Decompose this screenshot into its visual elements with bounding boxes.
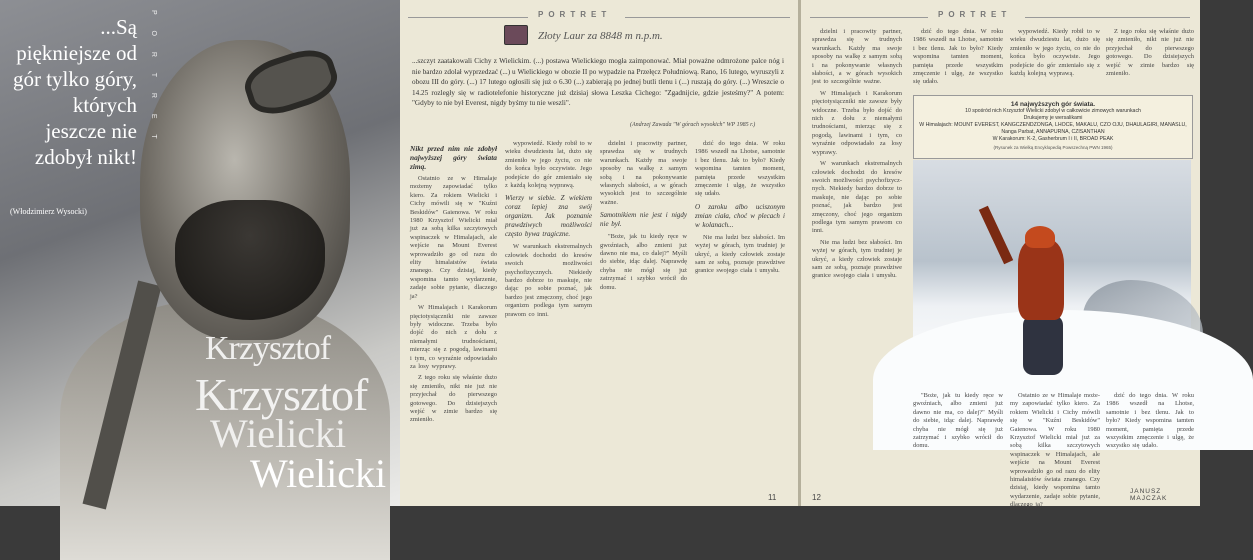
name-last: Wielicki <box>250 451 387 496</box>
infobox-line: Drukujemy je wersalikami <box>1023 115 1083 121</box>
paragraph: Nie ma ludzi bez słabości. Im wyżej w górach, tym trudniej je ukryć, a kiedy człowiek zostaje sam ze sobą, poznaje prawdziwe granice swojego ciała i umysłu. <box>695 233 785 275</box>
paragraph: dzielni i pracowity partner, sprawdza się w trudnych warunkach. Każdy ma swoje sposoby na walkę z samym sobą i na pokonywanie własnych słabości, a w górach wysokich jest to szczególnie ważne. <box>812 28 902 86</box>
text-column-8-bottom <box>1106 392 1194 487</box>
header-rule-left <box>408 17 528 18</box>
portrait-page <box>0 0 400 506</box>
climber-figure <box>1018 240 1064 320</box>
column-heading: Wierzy w siebie. Z wiekiem coraz lepiej zna swój organizm. Jak poznanie prawdziwych możliwości często bywa tragiczne. <box>505 194 592 239</box>
paragraph: dzielni i pracowity partner, sprawdza się w trudnych warunkach. Każdy ma swoje sposoby na walkę z samym sobą i na pokonywanie własnych słabości, a w górach wysokich jest to szczególnie ważne. <box>600 140 687 206</box>
paragraph: Ostatnio ze w Himalaje możemy zapowiadać tylko kiero. Za rokiem Wielicki i Cichy mówili się w "Kuźni Beskidów" Gaienowa. W roku 1980 Krzysztof Wielicki miał już za sobą kilka szczytowych wspinaczek w Himalajach, ale wejście na Mount Everest wprowadziło go od razu do elity himalaistów świata znanego. Czy dzisiaj, kiedy wspomina tamto wydarzenie, zadaje sobie pytanie, dlaczego ja? <box>410 175 497 300</box>
vertical-label: P O R T R E T <box>150 10 157 146</box>
climber-photo <box>913 160 1191 385</box>
text-column-6-bottom <box>913 392 1003 497</box>
text-column-7-bottom <box>1010 392 1100 509</box>
paragraph: Ostatnio ze w Himalaje możemy zapowiadać tylko kiero. Za rokiem Wielicki i Cichy mówili się w "Kuźni Beskidów" Gaienowa. W roku 1980 Krzysztof Wielicki miał już za sobą kilka szczytowych wspinaczek w Himalajach, ale wejście na Mount Everest wprowadziło go od razu do elity himalaistów świata znanego. Czy dzisiaj, kiedy wspomina tamto wydarzenie, zadaje sobie pytanie, dlaczego ja? <box>1010 392 1100 509</box>
text-column-4 <box>695 140 785 495</box>
peaks-infobox <box>913 95 1193 159</box>
paragraph: W warunkach ekstremalnych człowiek dochodzi do kresów swoich możliwości psychofizycznych. Niekiedy bardzo dobrze to maskuje, nie dając po sobie poznać, jak bardzo jest zmęczony, choć jego organizm podlega tym samym prawom co inni. <box>812 160 902 235</box>
climber-arm <box>979 206 1013 265</box>
column-heading: Samotnikiem nie jest i nigdy nie był. <box>600 211 687 229</box>
name-last-shadow: Wielicki <box>210 411 347 456</box>
name-first-shadow: Krzysztof <box>205 330 331 367</box>
paragraph: Z tego roku się właśnie dużo się zmieniło, nikt nie już nie przyjechał do pierwszego gotowego. Do dzisiejszych wejść w zimie bardzo się zmieniło. <box>410 374 497 424</box>
text-column-2 <box>505 140 592 495</box>
infobox-title: 14 najwyższych gór świata. <box>1010 101 1096 108</box>
paragraph: "Boże, jak tu kiedy ręce w gwoźniach, albo zmieni już dawno nie ma, co dalej?" Myśli do siebie, idąc dalej. Naprawdę chyba nie mógł się już zatrzymać i szybko wrócił do domu. <box>913 392 1003 450</box>
section-header: PORTRET <box>938 10 1012 19</box>
paragraph: W warunkach ekstremalnych człowiek dochodzi do kresów swoich możliwości psychofizycznych. Niekiedy bardzo dobrze to maskuje, nie dając po sobie poznać, jak bardzo jest zmęczony, choć jego organizm podlega tym samym prawom co inni. <box>505 243 592 318</box>
award-badge-icon <box>504 25 528 45</box>
text-column-8-top <box>1106 28 1194 90</box>
paragraph: W Himalajach i Karakorum pięciotysiączniki nie zawsze były widoczne. Trzeba było dojść do nich z dołu z niemałymi trudnościami, mierząc się z pogodą, lawinami i tym, co wyraźnie odpowiadało za losy wyprawy. <box>410 304 497 370</box>
infobox-line: W Karakorum: K-2, Gasherbrum I i II, BROAD PEAK <box>992 136 1114 142</box>
paragraph: Z tego roku się właśnie dużo się zmieniło, nikt nie już nie przyjechał do pierwszego gotowego. Do dzisiejszych wejść w zimie bardzo się zmieniło. <box>1106 28 1194 78</box>
header-rule-right <box>1025 17 1190 18</box>
paragraph: W Himalajach i Karakorum pięciotysiączniki nie zawsze były widoczne. Trzeba było dojść do nich z dołu z niemałymi trudnościami, mierząc się z pogodą, lawinami i tym, co wyraźnie odpowiadało za losy wyprawy. <box>812 89 902 156</box>
quote-author: (Włodzimierz Wysocki) <box>10 207 87 216</box>
header-rule-right <box>625 17 790 18</box>
text-column-6-top <box>913 28 1003 90</box>
paragraph: "Boże, jak tu kiedy ręce w gwoźniach, albo zmieni już dawno nie ma, co dalej?" Myśli do siebie, idąc dalej. Naprawdę chyba nie mógł się już zatrzymać i szybko wrócił do domu. <box>600 233 687 291</box>
helmet-icon <box>1025 226 1055 248</box>
paragraph: dzić do tego dnia. W roku 1986 wszedł na Lhotse, samotnie i bez tlenu. Jak to było? Kiedy wspomina tamten moment, pamięta przede wszystkim zmęczenie i ulgę, że wszystko się udało. <box>695 140 785 198</box>
paragraph: wypowiedź. Kiedy robił to w wieku dwudziestu lat, dużo się zmieniło w jego życiu, co nie do końca było oczywiste. Jego podejście do gór zmieniało się z każdą kolejną wyprawą. <box>505 140 592 190</box>
text-column-7-top <box>1010 28 1100 90</box>
climber-legs <box>1023 315 1063 375</box>
section-header: PORTRET <box>538 10 612 19</box>
text-column-3 <box>600 140 687 495</box>
column-heading: Nikt przed nim nie zdobył najwyższej góry świata zimą. <box>410 144 497 171</box>
article-subtitle: Złoty Laur za 8848 m n.p.m. <box>538 30 663 42</box>
paragraph: dzić do tego dnia. W roku 1986 wszedł na Lhotse, samotnie i bez tlenu. Jak to było? Kiedy wspomina tamten moment, pamięta przede wszystkim zmęczenie i ulgę, że wszystko się udało. <box>1106 392 1194 450</box>
portrait-beard <box>175 200 325 320</box>
name-first: Krzysztof <box>195 369 368 420</box>
article-intro: ...szczyt zaatakowali Cichy z Wielickim. (...) postawa Wielickiego mogła zaimponować. Miał poważne odmrożone palce nóg i nie bardzo zdolał wyprzedzać (...) u Wielickiego w obozie II po wypadzie na Przełęcz Południową. Rano, 16 lutego, wyruszyli z obozu III do góry. (...) 17 lutego ogłosili się już o 6.30 (...) zabierają po jednej butli tlenu i (...) ruszają do góry. (...) Wreszcie o 14.25 rozległy się w radiotelefonie historyczne już dzisiaj słowa Leszka Cichego: "Zgadnijcie, gdzie jesteśmy?" A potem: "Gdyby to nie był Everest, nigdy byśmy tu nie weszli". <box>412 57 784 108</box>
intro-source: (Andrzej Zawada "W górach wysokich" WP 1985 r.) <box>630 122 756 128</box>
text-column-1 <box>410 140 497 495</box>
infobox-line: 10 spośród nich Krzysztof Wielicki zdobył w całkowicie zimowych warunkach <box>965 108 1141 114</box>
page-number: 12 <box>812 493 821 502</box>
page-quote: ...Są piękniejsze od gór tylko góry, których jeszcze nie zdobył nikt! <box>12 15 137 169</box>
column-heading: O zaroku albo uciszonym zmian ciała, choć w plecach i w kolanach... <box>695 202 785 229</box>
header-rule-left <box>810 17 928 18</box>
infobox-source: (Rysunek za Wielką Encyklopedią Powszechną PWN 1965) <box>993 145 1113 150</box>
paragraph: wypowiedź. Kiedy robił to w wieku dwudziestu lat, dużo się zmieniło w jego życiu, co nie do końca było oczywiste. Jego podejście do gór zmieniało się z każdą kolejną wyprawą. <box>1010 28 1100 78</box>
infobox-line: W Himalajach: MOUNT EVEREST, KANGCZENDZONGA, LHOCE, MAKALU, CZO OJU, DHAULAGIRI, MANASLU, Nanga Parbat, ANNAPURNA, CZISANTHAN <box>919 122 1187 135</box>
article-author: JANUSZ MAJCZAK <box>1130 488 1168 502</box>
paragraph: dzić do tego dnia. W roku 1986 wszedł na Lhotse, samotnie i bez tlenu. Jak to było? Kiedy wspomina tamten moment, pamięta przede wszystkim zmęczenie i ulgę, że wszystko się udało. <box>913 28 1003 86</box>
paragraph: Nie ma ludzi bez słabości. Im wyżej w górach, tym trudniej je ukryć, a kiedy człowiek zostaje sam ze sobą, poznaje prawdziwe granice swojego ciała i umysłu. <box>812 238 902 280</box>
page-number: 11 <box>768 493 777 502</box>
